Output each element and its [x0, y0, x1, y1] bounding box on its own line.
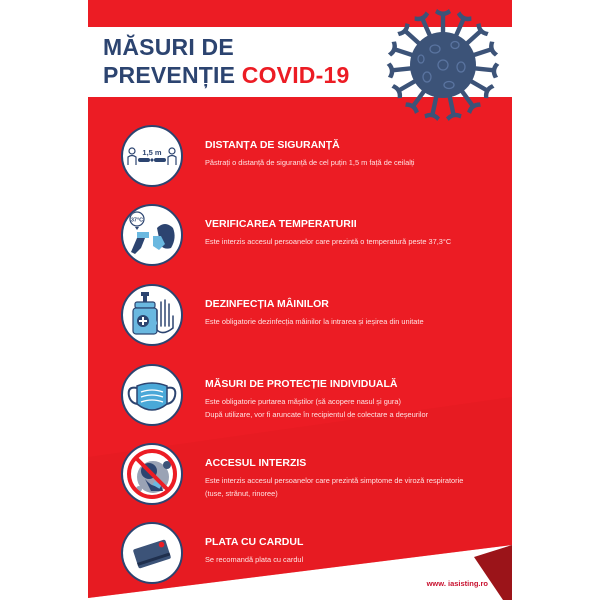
title-line-2 [103, 61, 349, 89]
temperature-check-icon [121, 204, 183, 266]
svg-text:37°C: 37°C [130, 217, 144, 224]
measure-title: VERIFICAREA TEMPERATURII [205, 218, 357, 230]
title-line-2-prefix: PREVENȚIE [103, 62, 242, 88]
measure-description: Păstrați o distanță de siguranță de cel puțin 1,5 m față de ceilalți [205, 158, 415, 167]
measure-description: Este interzis accesul persoanelor care prezintă simptome de viroză respiratorie (tuse, strănut, rinoree) [205, 476, 464, 498]
face-mask-icon [121, 364, 183, 426]
credit-card-icon [121, 522, 183, 584]
measure-hand-disinfection [121, 284, 501, 348]
measure-description: Este interzis accesul persoanelor care prezintă o temperatură peste 37,3°C [205, 237, 452, 246]
covid-prevention-poster [88, 0, 512, 600]
page-title [103, 33, 349, 89]
social-distance-icon [121, 125, 183, 187]
measure-title: DISTANȚA DE SIGURANȚĂ [205, 139, 340, 151]
title-accent: COVID-19 [241, 62, 350, 88]
coronavirus-icon [382, 4, 504, 126]
no-entry-sick-icon [121, 443, 183, 505]
hand-sanitizer-icon [121, 284, 183, 346]
measure-title: PLATA CU CARDUL [205, 536, 304, 548]
measure-temperature-check [121, 204, 501, 268]
measure-access-forbidden [121, 443, 501, 507]
svg-text:1,5 m: 1,5 m [142, 148, 162, 157]
measure-individual-protection [121, 364, 501, 428]
measure-description: Este obligatorie purtarea măștilor (să acopere nasul și gura) După utilizare, vor fi aruncate în recipientul de colectare a deșeurilor [205, 397, 429, 419]
measure-description: Se recomandă plata cu cardul [205, 555, 304, 564]
measure-title: MĂSURI DE PROTECȚIE INDIVIDUALĂ [205, 378, 398, 390]
measure-card-payment [121, 522, 501, 586]
measure-title: ACCESUL INTERZIS [205, 457, 307, 469]
website-url: www. iasisting.ro [426, 579, 488, 588]
measure-safe-distance [121, 125, 501, 189]
measure-title: DEZINFECȚIA MÂINILOR [205, 298, 329, 310]
title-line-1: MĂSURI DE [103, 34, 234, 60]
measure-description: Este obligatorie dezinfecția mâinilor la intrarea și ieșirea din unitate [205, 317, 424, 326]
